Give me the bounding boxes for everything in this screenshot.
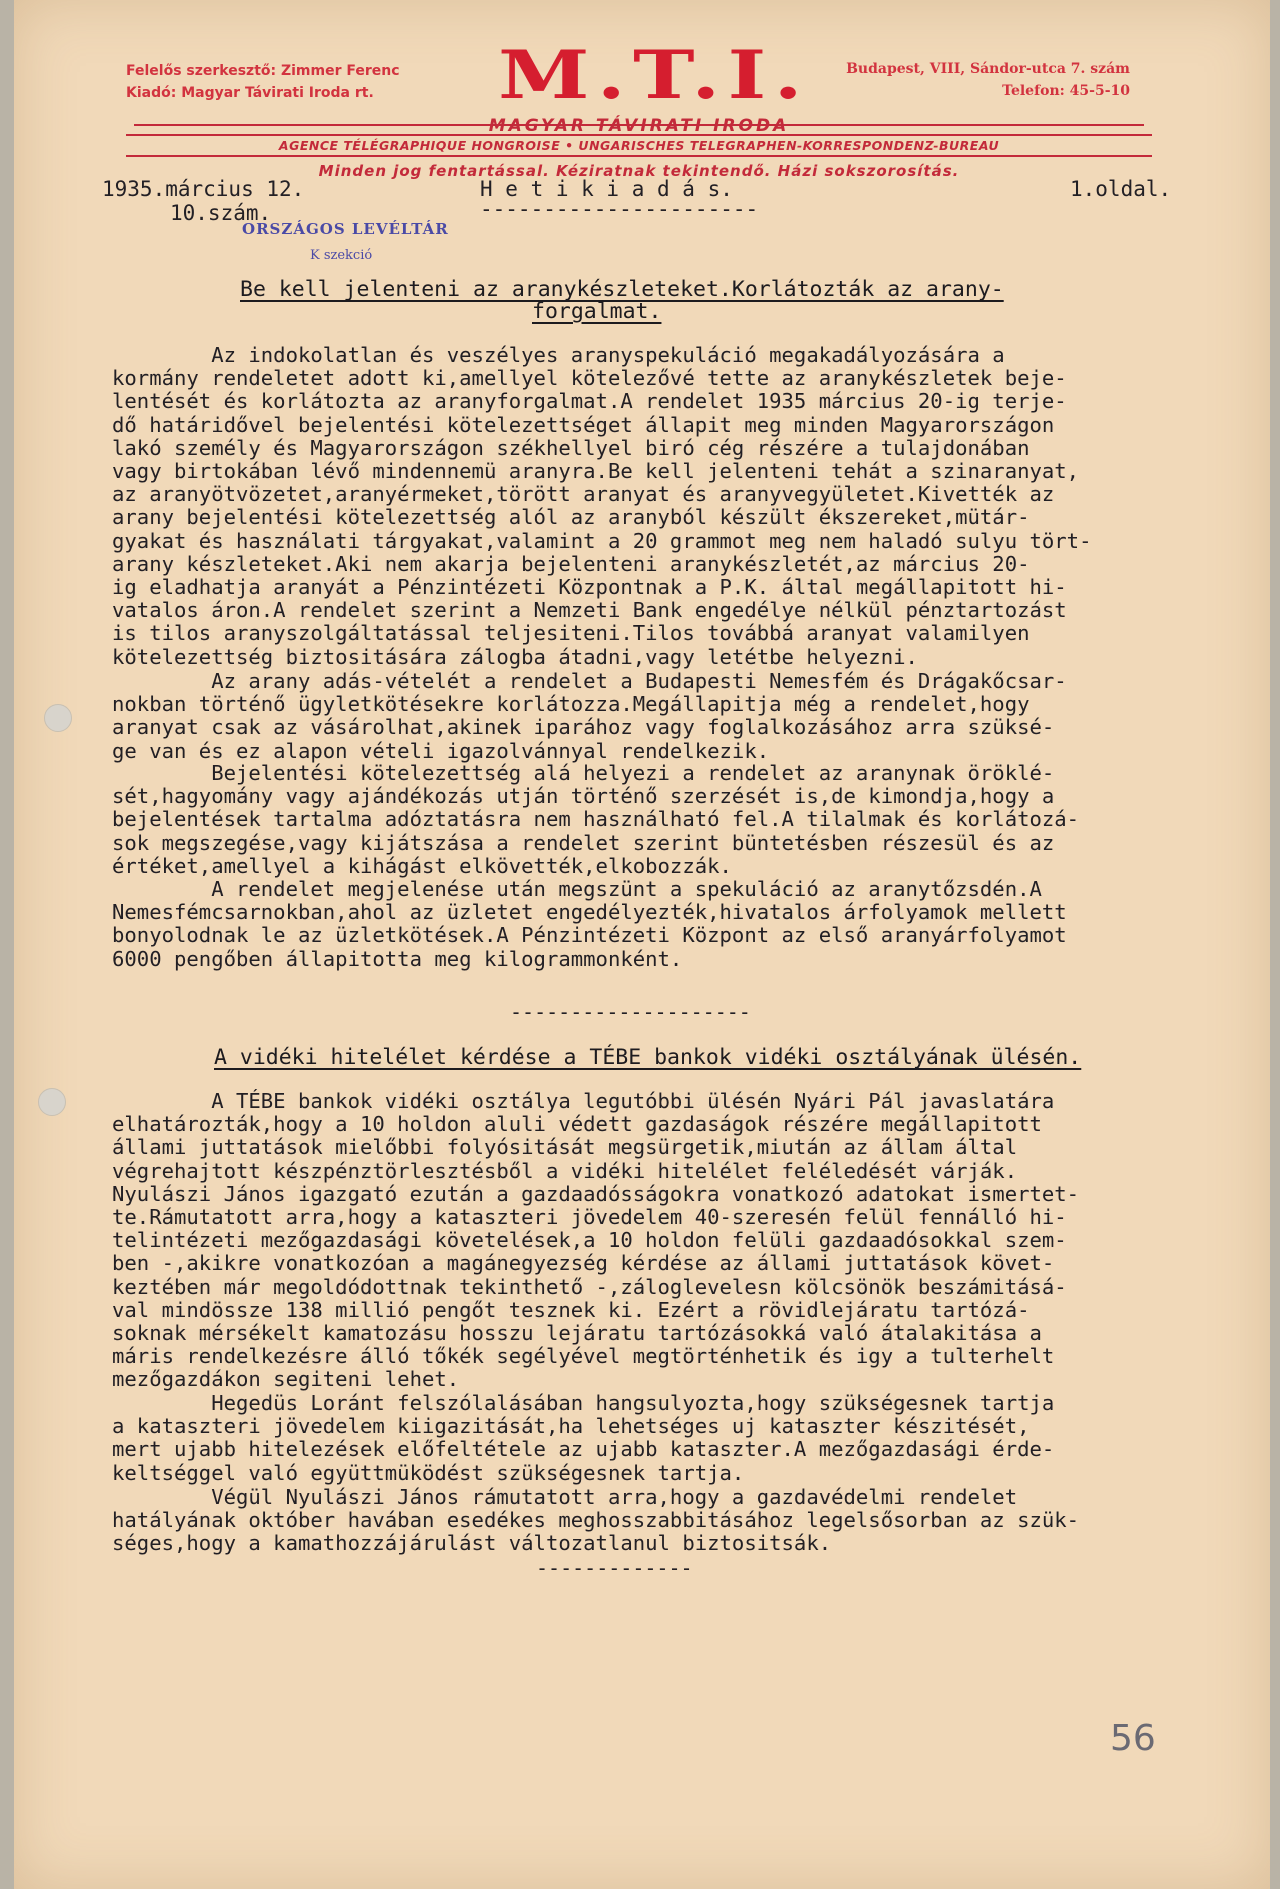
issue-date: 1935.március 12. [102,177,305,201]
phone-line: Telefon: 45-5-10 [1002,83,1130,99]
agency-name: MAGYAR TÁVIRATI IRODA [488,116,790,136]
punch-hole-top [44,704,72,732]
article2-title: A vidéki hitelélet kérdése a TÉBE bankok vidéki osztályának ülésén. [214,1045,1082,1070]
article1-paragraph-2: Az arany adás-vételét a rendelet a Budapesti Nemesfém és Drágakőcsar- nokban történő ügyletkötésekre korlátozza.Megállapitja még a rendelet,hogy aranyat csak az vásárolhat,akinek iparához vagy foglalkozásához arra szüksé- ge van és ez alapon vételi igazolvánnyal rendelkezik. [112,669,1067,763]
article1-paragraph-1: Az indokolatlan és veszélyes aranyspekuláció megakadályozására a kormány rendeletet adott ki,amellyel kötelezővé tette az aranykészletek beje- lentését és korlátozta az aranyforgalmat.A rendelet 1935 március 20-ig terje- dő határidővel bejelentési kötelezettséget állapit meg minden Magyarországon lakó személy és Magyarországon székhellyel biró cég részére a tulajdonában vagy birtokában lévő mindennemü aranyra.Be kell jelenteni tehát a szinaranyat, az aranyötvözetet,aranyérmeket,törött aranyat és aranyvegyületet.Kivették az arany bejelentési kötelezettség alól az aranyból készült ékszereket,mütár- gyakat és használati tárgyakat,valamint a 20 grammot meg nem haladó sulyu tört- arany készleteket.Aki nem akarja bejelenteni aranykészletét,az március 20- ig eladhatja aranyát a Pénzintézeti Központnak a P.K. által megállapitott hi- vatalos áron.A rendelet szerint a Nemzeti Bank engedélye nélkül pénztartozást is tilos aranyszolgáltatással teljesiteni.Tilos továbbá aranyat valamilyen kötelezettség biztositására zálogba átadni,vagy letétbe helyezni. [112,343,1092,669]
article1-title-line1: Be kell jelenteni az aranykészleteket.Korlátozták az arany- [240,277,1004,302]
article1-paragraph-4: A rendelet megjelenése után megszünt a spekuláció az aranytőzsdén.A Nemesfémcsarnokban,ahol az üzletet engedélyezték,hivatalos árfolyamok mellett bonyolodnak le az üzletkötések.A Pénzintézeti Központ az első aranyárfolyamot 6000 pengőben állapitotta meg kilogrammonként. [112,877,1067,971]
letterhead-left [126,60,400,104]
article1-paragraph-3: Bejelentési kötelezettség alá helyezi a rendelet az aranynak öröklé- sét,hagyomány vagy ajándékozás utján történő szerzését is,de kimondja,hogy a bejelentések tartalma adóztatásra nem használható fel.A tilalmak és korlátozá- sok megszegése,vagy kijátszása a rendelet szerint büntetésben részesül és az értéket,amellyel a kihágást elkövették,elkobozzák. [112,761,1080,878]
edition-underline: ---------------------- [480,197,759,221]
letterhead-right [846,58,1130,102]
closing-divider: ------------- [536,1556,693,1580]
editor-line: Felelős szerkesztő: Zimmer Ferenc [126,63,400,79]
publisher-line: Kiadó: Magyar Távirati Iroda rt. [126,85,374,101]
address-line: Budapest, VIII, Sándor-utca 7. szám [846,61,1130,77]
article1-title-line2: forgalmat. [532,299,662,324]
archive-stamp: ORSZÁGOS LEVÉLTÁR [242,220,449,238]
article2-paragraph-1: A TÉBE bankok vidéki osztálya legutóbbi ülésén Nyári Pál javaslatára elhatározták,hogy a 10 holdon aluli védett gazdaságok részére megállapitott állami juttatások mielőbbi folyósitását megsürgetik,miután az állam által végrehajtott készpénztörlesztésből a vidéki hitelélet feléledését várják. Nyulászi János igazgató ezután a gazdaadósságokra vonatkozó adatokat ismertet- te.Rámutatott arra,hogy a kataszteri jövedelem 40-szeresén felül fennálló hi- telintézeti mezőgazdasági követelések,a 10 holdon felüli gazdaadósokkal szem- ben -,akikre vonatkozóan a magánegyezség kérdése az állami juttatások követ- keztében már megoldódottnak tekinthető -,záloglevelesn kölcsönök beszámitásá- val mindössze 138 millió pengőt tesznek ki. Ezért a rövidlejáratu tartózá- soknak mérsékelt kamatozásu hosszu lejáratu tartózásokká való átalakitása a máris rendelkezésre álló tőkék segélyével megtörténhetik és igy a tulterhelt mezőgazdákon segiteni lehet. [112,1089,1080,1392]
section-divider: -------------------- [510,1000,751,1024]
mti-logo: M.T.I. [498,36,810,114]
issue-number: 10.szám. [170,201,272,225]
document-page [14,0,1270,1889]
page-label: 1.oldal. [1070,177,1172,201]
archive-page-number: 56 [1110,1718,1156,1759]
agency-foreign-names: AGENCE TÉLÉGRAPHIQUE HONGROISE • UNGARISCHES TELEGRAPHEN-KORRESPONDENZ-BUREAU [126,134,1152,157]
punch-hole-bottom [38,1088,66,1116]
edition-label: H e t i k i a d á s. [480,177,733,201]
article2-paragraph-2: Hegedüs Loránt felszólalásában hangsulyozta,hogy szükségesnek tartja a kataszteri jövedelem kiigazitását,ha lehetséges uj kataszter készitését, mert ujabb hitelezések előfeltétele az ujabb kataszter.A mezőgazdasági érde- keltséggel való együttmüködést szükségesnek tartja. [112,1391,1055,1485]
rights-notice: Minden jog fentartással. Kéziratnak tekintendő. Házi sokszorosítás. [318,162,960,180]
archive-section-stamp: K szekció [310,248,373,263]
article2-paragraph-3: Végül Nyulászi János rámutatott arra,hogy a gazdavédelmi rendelet hatályának október havában esedékes meghosszabbitásához legelsősorban az szük- séges,hogy a kamathozzájárulást változatlanul biztositsák. [112,1485,1080,1556]
